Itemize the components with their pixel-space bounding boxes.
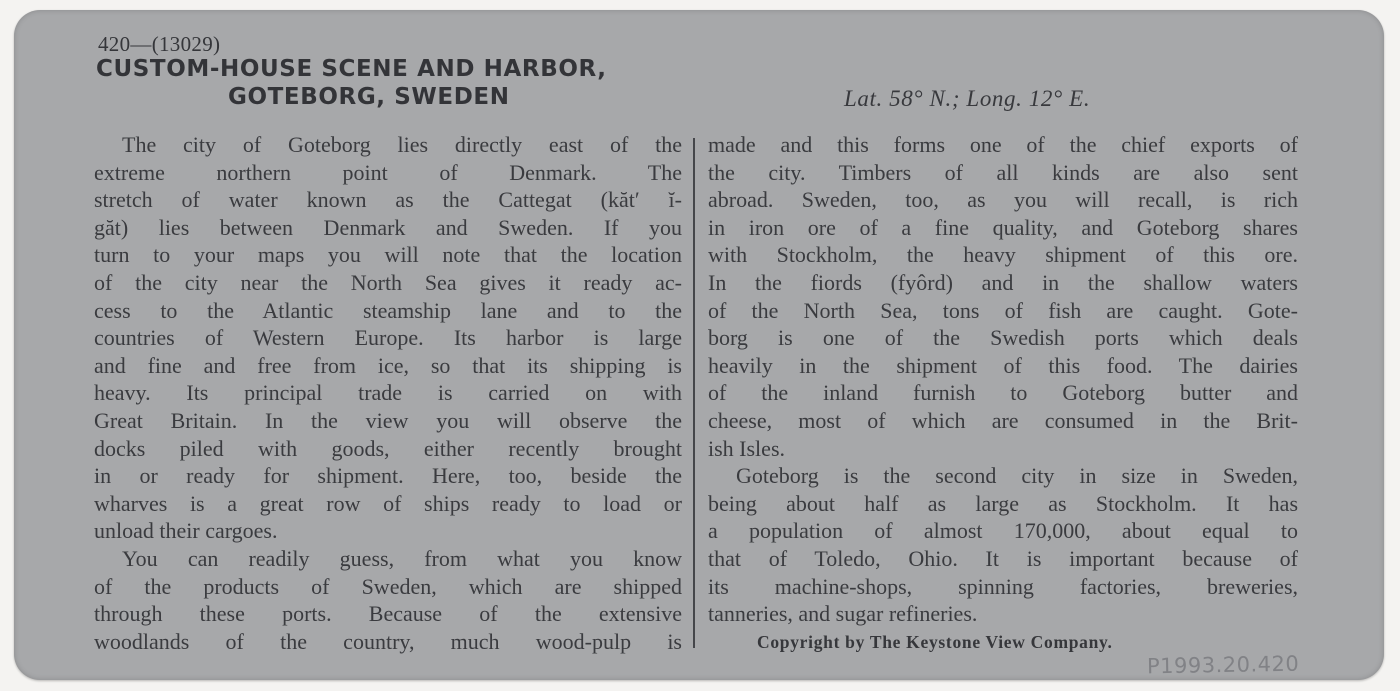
latitude-longitude: Lat. 58° N.; Long. 12° E. [844,86,1091,111]
right-text-column [708,131,1298,628]
text-line: being about half as large as Stockholm. It has [708,490,1298,516]
text-line: tanneries, and sugar refineries. [708,601,978,627]
text-line: unload their cargoes. [94,518,278,544]
text-line: of the products of Sweden, which are shipped [94,573,682,599]
text-line: In the fiords (fyôrd) and in the shallow waters [708,269,1298,295]
text-line: cess to the Atlantic steamship lane and to the [94,297,682,323]
text-line: găt) lies between Denmark and Sweden. If you [94,214,682,240]
text-line: You can readily guess, from what you know [122,545,682,571]
text-line: docks piled with goods, either recently brought [94,435,682,461]
text-line: and fine and free from ice, so that its shipping is [94,352,682,378]
text-line: woodlands of the country, much wood-pulp is [94,628,682,654]
text-line: borg is one of the Swedish ports which deals [708,325,1298,351]
copyright-notice: Copyright by The Keystone View Company. [757,632,1113,652]
catalog-number: 420—(13029) [98,32,221,56]
column-divider [693,138,695,648]
text-line: its machine-shops, spinning factories, breweries, [708,573,1298,599]
text-line: ish Isles. [708,435,785,461]
text-line: that of Toledo, Ohio. It is important because of [708,545,1298,571]
text-line: of the North Sea, tons of fish are caught. Gote- [708,297,1298,323]
text-line: in or ready for shipment. Here, too, beside the [94,463,682,489]
text-line: abroad. Sweden, too, as you will recall, is rich [708,187,1298,213]
text-line: The city of Goteborg lies directly east of the [122,132,682,157]
left-text-column [94,131,682,655]
text-line: stretch of water known as the Cattegat (kăt′ ĭ- [94,187,682,213]
text-line: a population of almost 170,000, about equal to [708,518,1298,544]
text-line: of the city near the North Sea gives it ready ac- [94,269,682,295]
text-line: Great Britain. In the view you will observe the [94,407,682,433]
text-line: in iron ore of a fine quality, and Goteborg shares [708,214,1298,240]
text-line: wharves is a great row of ships ready to load or [94,490,682,516]
text-line: with Stockholm, the heavy shipment of this ore. [708,242,1298,268]
text-line: through these ports. Because of the extensive [94,601,682,627]
text-line: extreme northern point of Denmark. The [94,159,682,185]
title-line-2: GOTEBORG, SWEDEN [228,84,510,110]
text-line: Goteborg is the second city in size in Sweden, [736,463,1298,489]
text-line: turn to your maps you will note that the location [94,242,682,268]
title-line-1: CUSTOM-HOUSE SCENE AND HARBOR, [96,56,607,82]
text-line: heavy. Its principal trade is carried on with [94,380,682,406]
text-line: made and this forms one of the chief exports of [708,132,1298,157]
text-line: cheese, most of which are consumed in the Brit- [708,407,1298,433]
text-line: the city. Timbers of all kinds are also sent [708,159,1298,185]
text-line: heavily in the shipment of this food. The dairies [708,352,1298,378]
text-line: countries of Western Europe. Its harbor is large [94,325,682,351]
text-line: of the inland furnish to Goteborg butter and [708,380,1298,406]
stereoview-card-back [14,10,1384,680]
accession-number: P1993.20.420 [1146,651,1300,679]
